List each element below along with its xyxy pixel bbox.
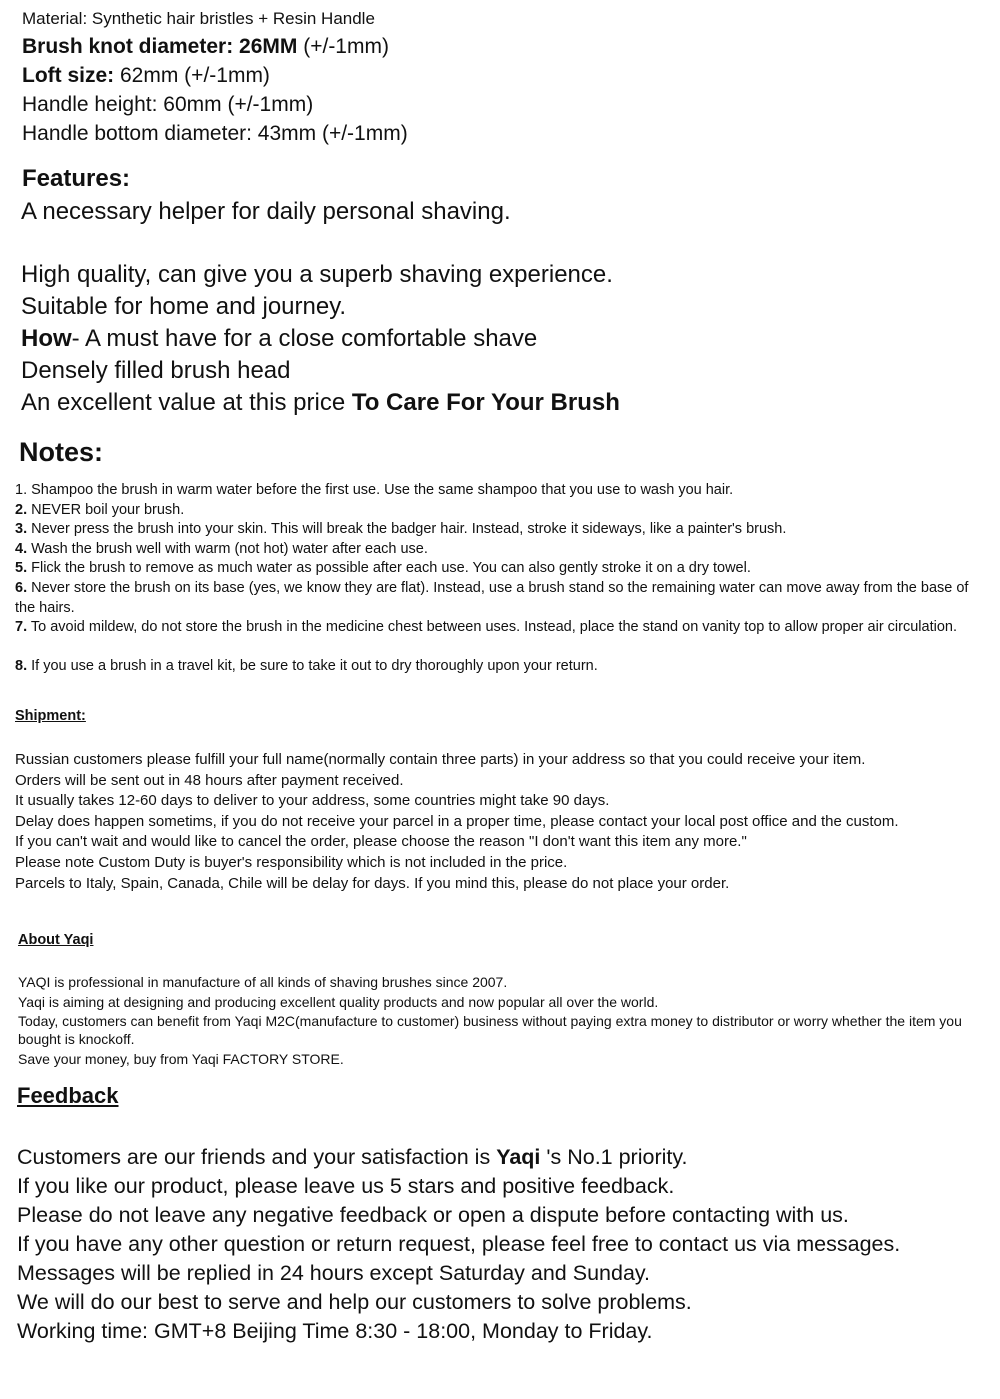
note-item [15, 579, 985, 618]
note-number: 8. [15, 658, 28, 674]
note-number: 5. [15, 560, 28, 576]
spec-knot-tolerance: (+/-1mm) [297, 35, 389, 58]
note-item [15, 559, 985, 579]
note-item [15, 501, 985, 521]
note-item [15, 540, 985, 560]
feature-line [21, 325, 537, 353]
about-line: Today, customers can benefit from Yaqi M2C(manufacture to customer) business without paying extra money to distributor or worry whether the item you bought is knockoff. [18, 1013, 962, 1047]
feedback-line: Working time: GMT+8 Beijing Time 8:30 - 18:00, Monday to Friday. [17, 1319, 653, 1343]
feedback-heading: Feedback [17, 1083, 119, 1108]
shipment-line: Please note Custom Duty is buyer's responsibility which is not included in the price. [15, 854, 568, 871]
shipment-line: If you can't wait and would like to cancel the order, please choose the reason "I don't want this item any more." [15, 833, 747, 850]
spec-loft-value: 62mm (+/-1mm) [114, 64, 270, 87]
spec-loft-label: Loft size: [22, 64, 115, 87]
spec-handle-height: Handle height: 60mm (+/-1mm) [22, 93, 314, 116]
note-item [15, 520, 985, 540]
note-text: Shampoo the brush in warm water before the first use. Use the same shampoo that you use to wash you hair. [27, 482, 734, 498]
feature-line: High quality, can give you a superb shaving experience. [21, 261, 613, 288]
feedback-line: We will do our best to serve and help our customers to solve problems. [17, 1290, 692, 1314]
shipment-line: Russian customers please fulfill your full name(normally contain three parts) in your address so that you could receive your item. [15, 751, 866, 768]
feature-line: Suitable for home and journey. [21, 293, 347, 320]
note-number: 7. [15, 619, 28, 635]
feature-care-bold: To Care For Your Brush [351, 389, 620, 416]
shipment-line: Parcels to Italy, Spain, Canada, Chile will be delay for days. If you mind this, please do not place your order. [15, 875, 730, 892]
spec-material: Material: Synthetic hair bristles + Resin Handle [22, 9, 375, 28]
feature-line: A necessary helper for daily personal shaving. [21, 198, 511, 225]
note-number: 6. [15, 580, 28, 596]
feedback-line: Please do not leave any negative feedback or open a dispute before contacting with us. [17, 1203, 849, 1227]
note-text: Never store the brush on its base (yes, we know they are flat). Instead, use a brush stand so the remaining water can move away from the base of the hairs. [15, 580, 969, 616]
note-item [15, 657, 985, 677]
about-heading: About Yaqi [18, 932, 94, 948]
feature-value-text: An excellent value at this price [21, 389, 352, 416]
note-text: NEVER boil your brush. [27, 502, 185, 518]
feature-how-bold: How [21, 325, 72, 352]
feedback-line1-post: 's No.1 priority. [540, 1145, 688, 1169]
notes-heading: Notes: [19, 437, 104, 467]
about-line: YAQI is professional in manufacture of all kinds of shaving brushes since 2007. [18, 974, 508, 990]
about-line: Yaqi is aiming at designing and producing excellent quality products and now popular all over the world. [18, 994, 659, 1010]
feature-line: Densely filled brush head [21, 357, 291, 384]
feature-line [21, 389, 620, 417]
spec-handle-bottom: Handle bottom diameter: 43mm (+/-1mm) [22, 122, 408, 145]
note-text: Flick the brush to remove as much water as possible after each use. You can also gently stroke it on a dry towel. [27, 560, 751, 576]
note-text: If you use a brush in a travel kit, be sure to take it out to dry thoroughly upon your return. [27, 658, 598, 674]
note-number: 1. [15, 482, 28, 498]
feedback-line: If you have any other question or return request, please feel free to contact us via messages. [17, 1232, 901, 1256]
spec-knot-label: Brush knot diameter: 26MM [22, 35, 298, 58]
shipment-line: It usually takes 12-60 days to deliver to your address, some countries might take 90 days. [15, 792, 610, 809]
shipment-heading: Shipment: [15, 708, 86, 724]
feedback-line: If you like our product, please leave us 5 stars and positive feedback. [17, 1174, 675, 1198]
note-text: Wash the brush well with warm (not hot) water after each use. [27, 541, 428, 557]
note-item [15, 481, 985, 501]
feedback-brand-bold: Yaqi [496, 1145, 541, 1169]
note-item [15, 618, 985, 638]
shipment-line: Orders will be sent out in 48 hours after payment received. [15, 772, 404, 789]
features-heading: Features: [22, 165, 131, 192]
note-number: 4. [15, 541, 28, 557]
note-text: To avoid mildew, do not store the brush in the medicine chest between uses. Instead, place the stand on vanity top to allow proper air circulation. [27, 619, 957, 635]
about-line: Save your money, buy from Yaqi FACTORY STORE. [18, 1051, 344, 1067]
note-text: Never press the brush into your skin. This will break the badger hair. Instead, stroke it sideways, like a painter's brush. [27, 521, 787, 537]
shipment-line: Delay does happen sometims, if you do not receive your parcel in a proper time, please contact your local post office and the custom. [15, 813, 899, 830]
note-number: 2. [15, 502, 28, 518]
feedback-line1-pre: Customers are our friends and your satisfaction is [17, 1145, 497, 1169]
spec-knot-diameter [22, 35, 389, 59]
feature-how-text: - A must have for a close comfortable shave [71, 325, 538, 352]
spec-loft-size [22, 64, 270, 88]
note-number: 3. [15, 521, 28, 537]
feedback-line [17, 1145, 687, 1170]
feedback-line: Messages will be replied in 24 hours except Saturday and Sunday. [17, 1261, 651, 1285]
